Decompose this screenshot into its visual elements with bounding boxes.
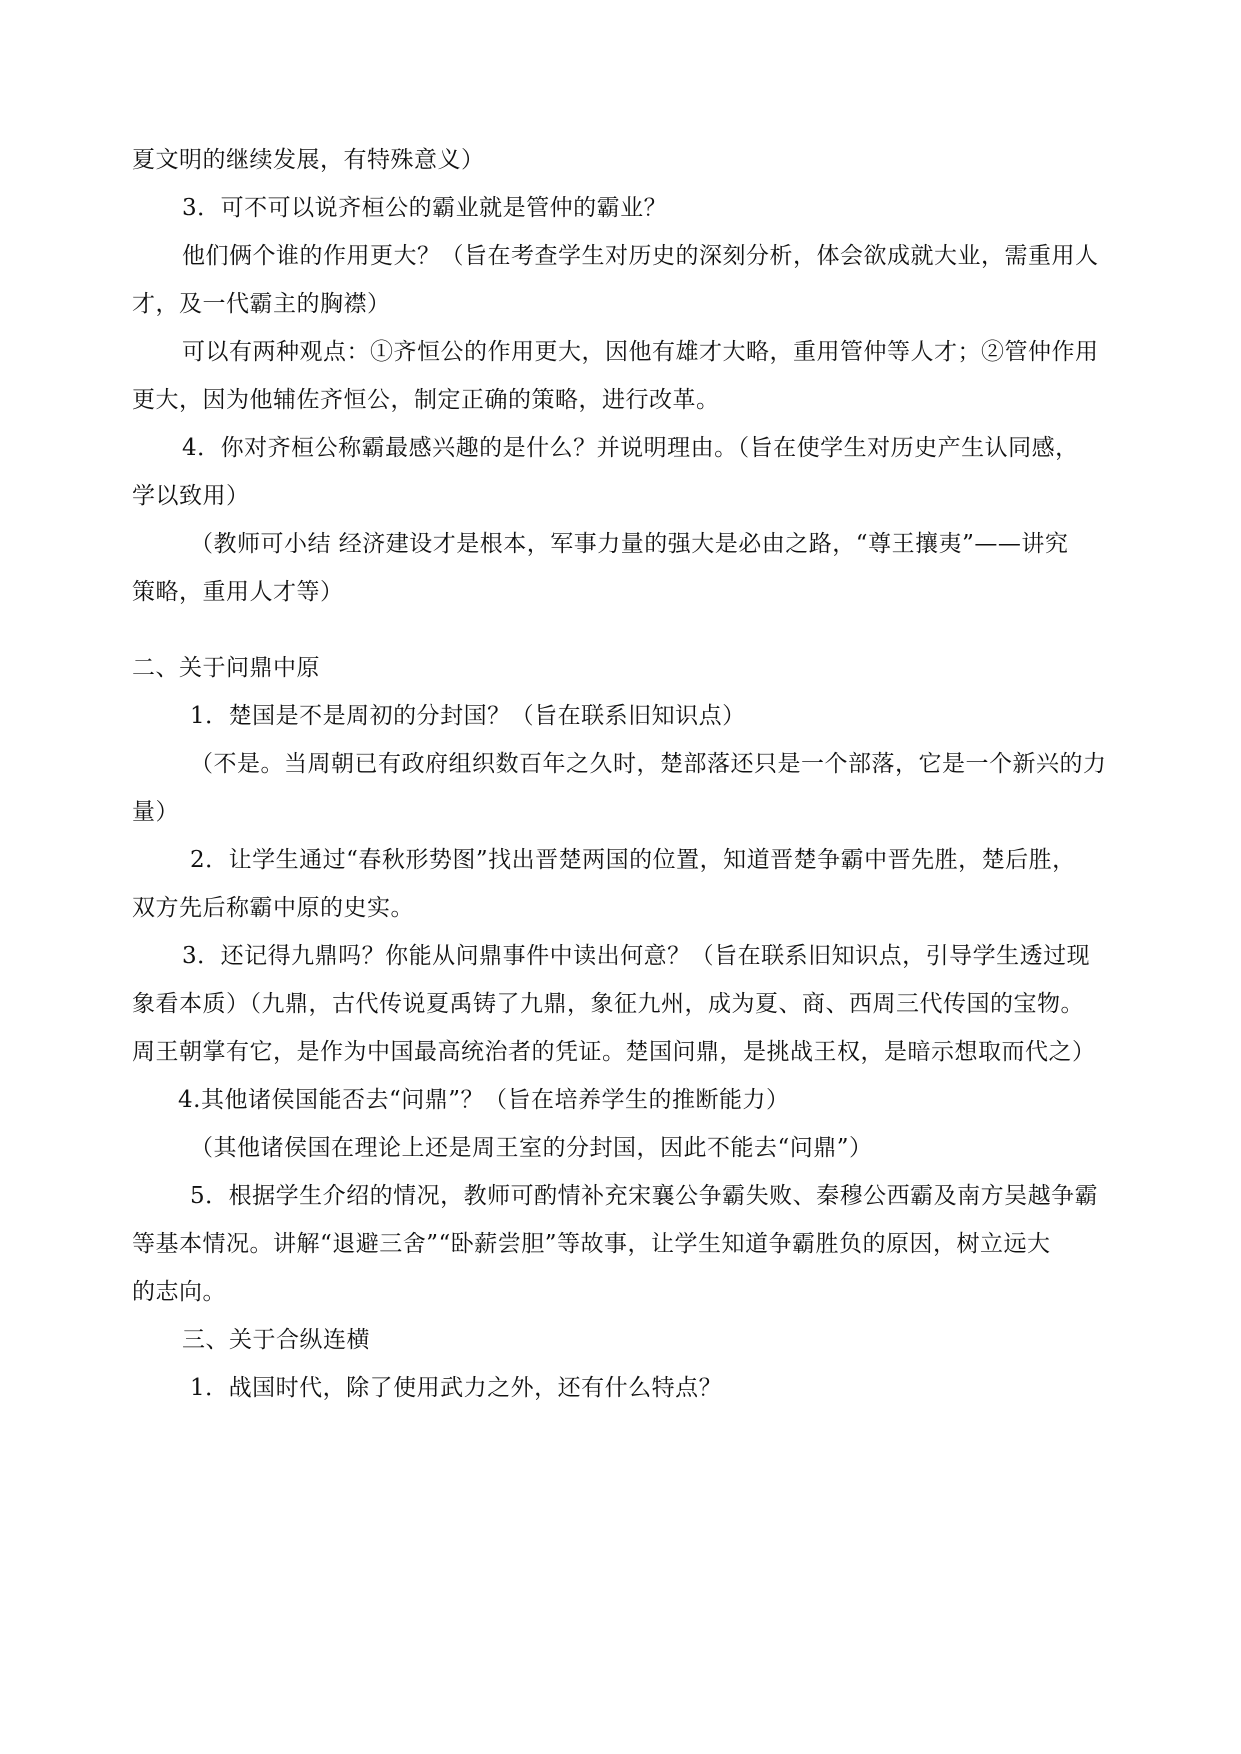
question-5-heading: 5．根据学生介绍的情况，教师可酌情补充宋襄公争霸失败、秦穆公西霸及南方吴越争霸 <box>190 1183 1099 1209</box>
text-line: 的志向。 <box>132 1279 226 1305</box>
question-3-heading: 3．可不可以说齐桓公的霸业就是管仲的霸业？ <box>182 195 668 221</box>
text-line: 量） <box>132 799 179 825</box>
text-line: 夏文明的继续发展，有特殊意义） <box>132 147 485 173</box>
text-line: 双方先后称霸中原的史实。 <box>132 895 414 921</box>
section-heading-2: 二、关于问鼎中原 <box>132 655 320 681</box>
text-line: （其他诸侯国在理论上还是周王室的分封国，因此不能去“问鼎”） <box>190 1135 873 1161</box>
question-2-heading: 2．让学生通过“春秋形势图”找出晋楚两国的位置，知道晋楚争霸中晋先胜，楚后胜， <box>190 847 1076 873</box>
text-line: （教师可小结 经济建设才是根本，军事力量的强大是必由之路，“尊王攘夷”——讲究 <box>190 531 1069 557</box>
question-1-heading: 1．战国时代，除了使用武力之外，还有什么特点？ <box>190 1375 723 1401</box>
text-line: 才，及一代霸主的胸襟） <box>132 291 391 317</box>
text-line: 可以有两种观点：①齐恒公的作用更大，因他有雄才大略，重用管仲等人才；②管仲作用 <box>182 339 1099 365</box>
section-heading-3: 三、关于合纵连横 <box>182 1327 370 1353</box>
question-3-heading: 3．还记得九鼎吗？你能从问鼎事件中读出何意？（旨在联系旧知识点，引导学生透过现 <box>182 943 1091 969</box>
question-4-heading: 4．你对齐桓公称霸最感兴趣的是什么？并说明理由。（旨在使学生对历史产生认同感， <box>182 435 1079 461</box>
text-line: 策略，重用人才等） <box>132 579 344 605</box>
text-line: 周王朝掌有它，是作为中国最高统治者的凭证。楚国问鼎，是挑战王权，是暗示想取而代之） <box>132 1039 1096 1065</box>
text-line: 更大，因为他辅佐齐恒公，制定正确的策略，进行改革。 <box>132 387 720 413</box>
text-line: 他们俩个谁的作用更大？（旨在考查学生对历史的深刻分析，体会欲成就大业，需重用人 <box>182 243 1099 269</box>
text-line: （不是。当周朝已有政府组织数百年之久时，楚部落还只是一个部落，它是一个新兴的力 <box>190 751 1107 777</box>
text-line: 等基本情况。讲解“退避三舍”“卧薪尝胆”等故事，让学生知道争霸胜负的原因，树立远大 <box>132 1231 1051 1257</box>
question-1-heading: 1．楚国是不是周初的分封国？（旨在联系旧知识点） <box>190 703 746 729</box>
text-line: 象看本质）（九鼎，古代传说夏禹铸了九鼎，象征九州，成为夏、商、西周三代传国的宝物。 <box>132 991 1084 1017</box>
text-line: 学以致用） <box>132 483 250 509</box>
question-4-heading: 4.其他诸侯国能否去“问鼎”？（旨在培养学生的推断能力） <box>178 1087 790 1113</box>
